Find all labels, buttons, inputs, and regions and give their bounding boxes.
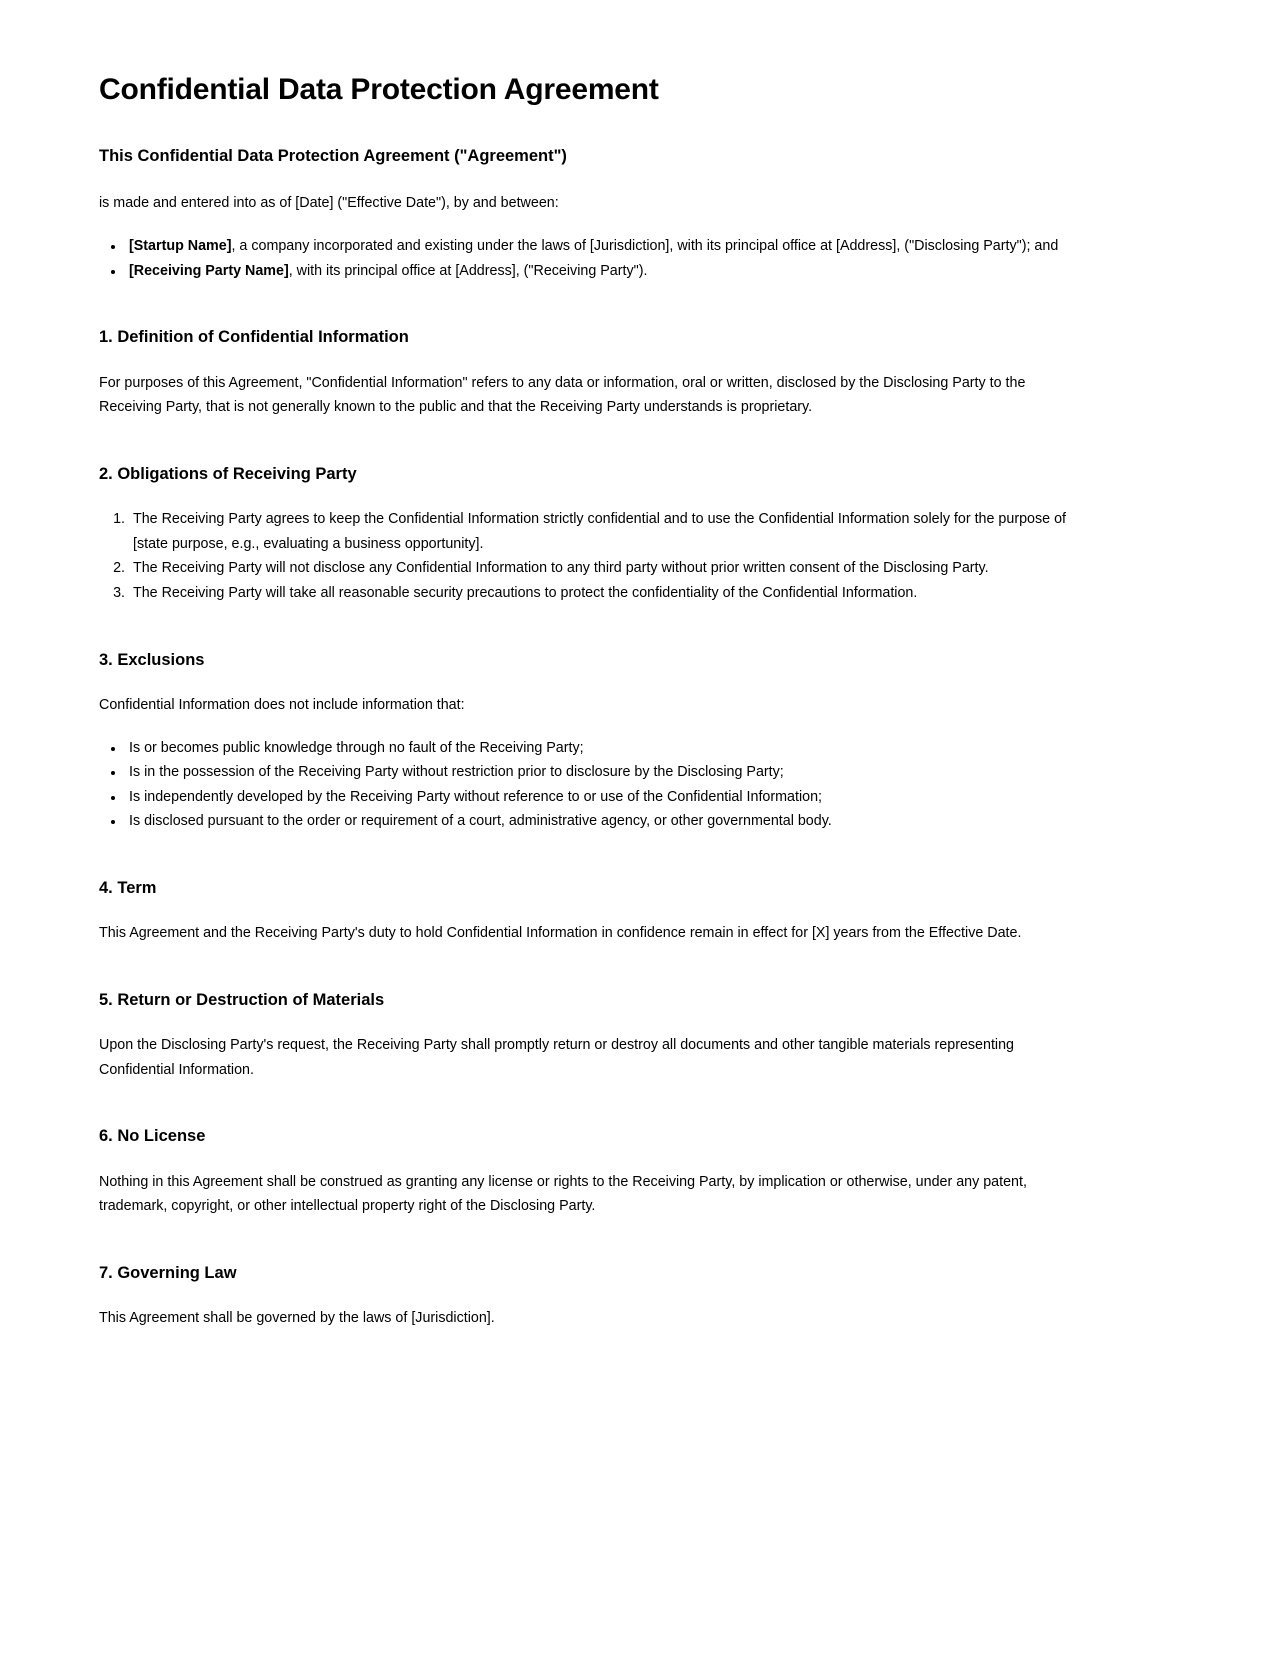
obligations-list bbox=[99, 507, 1069, 605]
section-heading-3: 3. Exclusions bbox=[99, 650, 205, 669]
party-name: [Receiving Party Name] bbox=[129, 262, 289, 279]
section-heading-6: 6. No License bbox=[99, 1127, 206, 1146]
list-item: • Is disclosed pursuant to the order or requirement of a court, administrative agency, or other governmental body. bbox=[125, 809, 1069, 834]
list-item bbox=[125, 234, 1069, 259]
list-item: • Is in the possession of the Receiving Party without restriction prior to disclosure by the Disclosing Party; bbox=[125, 760, 1069, 785]
intro-paragraph: is made and entered into as of [Date] ("Effective Date"), by and between: bbox=[99, 195, 559, 212]
list-item bbox=[125, 259, 1069, 284]
exclusions-list bbox=[99, 736, 1069, 834]
section-paragraph-6: Nothing in this Agreement shall be construed as granting any license or rights to the Receiving Party, by implication or otherwise, under any patent, trademark, copyright, or other intellectual property right of the Disclosing Party. bbox=[99, 1173, 1027, 1215]
parties-list bbox=[99, 234, 1069, 283]
party-name: [Startup Name] bbox=[129, 238, 232, 255]
list-item: 1. The Receiving Party agrees to keep the Confidential Information strictly confidential and to use the Confidential Information solely for the purpose of [state purpose, e.g., evaluating a business opportunity]. bbox=[129, 507, 1069, 556]
section-heading-7: 7. Governing Law bbox=[99, 1264, 237, 1283]
list-item: 3. The Receiving Party will take all reasonable security precautions to protect the confidentiality of the Confidential Information. bbox=[129, 581, 1069, 606]
section-paragraph-3: Confidential Information does not include information that: bbox=[99, 696, 465, 713]
section-paragraph-5: Upon the Disclosing Party's request, the Receiving Party shall promptly return or destroy all documents and other tangible materials representing Confidential Information. bbox=[99, 1037, 1015, 1078]
party-description: , a company incorporated and existing under the laws of [Jurisdiction], with its principal office at [Address], ("Disclosing Party"); and bbox=[231, 238, 1059, 255]
section-paragraph-4: This Agreement and the Receiving Party's duty to hold Confidential Information in confidence remain in effect for [X] years from the Effective Date. bbox=[99, 925, 1022, 942]
list-item: • Is or becomes public knowledge through no fault of the Receiving Party; bbox=[125, 736, 1069, 761]
list-item: 2. The Receiving Party will not disclose any Confidential Information to any third party without prior written consent of the Disclosing Party. bbox=[129, 556, 1069, 581]
list-item: • Is independently developed by the Receiving Party without reference to or use of the Confidential Information; bbox=[125, 785, 1069, 810]
section-heading-2: 2. Obligations of Receiving Party bbox=[99, 464, 357, 483]
section-heading-4: 4. Term bbox=[99, 878, 157, 897]
section-paragraph-1: For purposes of this Agreement, "Confidential Information" refers to any data or information, oral or written, disclosed by the Disclosing Party to the Receiving Party, that is not generally known to the public and that the Receiving Party understands is proprietary. bbox=[99, 374, 1026, 416]
document-content bbox=[99, 72, 1069, 1349]
page-title: Confidential Data Protection Agreement bbox=[99, 73, 659, 106]
party-description: , with its principal office at [Address], ("Receiving Party"). bbox=[288, 262, 648, 279]
agreement-subtitle: This Confidential Data Protection Agreement ("Agreement") bbox=[99, 147, 567, 165]
section-heading-1: 1. Definition of Confidential Information bbox=[99, 328, 409, 347]
section-paragraph-7: This Agreement shall be governed by the laws of [Jurisdiction]. bbox=[99, 1310, 495, 1327]
section-heading-5: 5. Return or Destruction of Materials bbox=[99, 990, 385, 1009]
